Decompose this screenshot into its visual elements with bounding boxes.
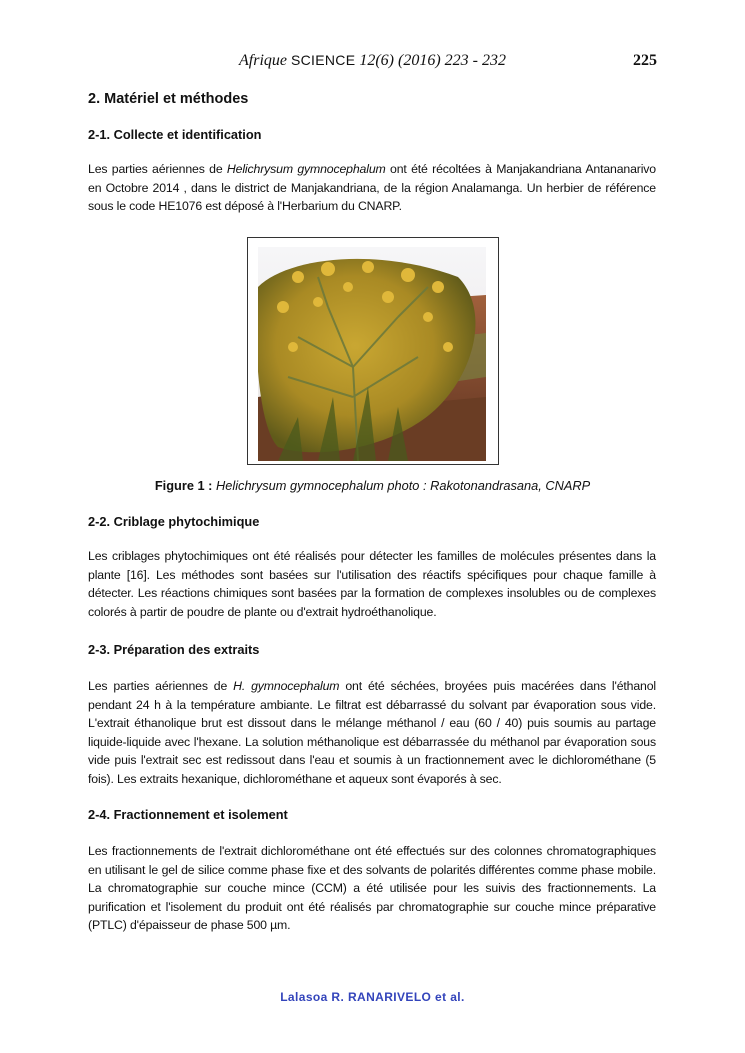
plant-photo [258, 247, 486, 461]
journal-reference: 12(6) (2016) 223 - 232 [359, 52, 506, 69]
species-name: Helichrysum gymnocephalum [226, 162, 386, 176]
paragraph-preparation [88, 677, 656, 788]
subsection-title-collecte: 2-1. Collecte et identification [88, 127, 262, 142]
text-span: ont été récoltées à Manjakandriana Antananarivo en Octobre 2014 , dans le district de Manjakandriana, de la région Analamanga. Un herbier de référence sous le code HE1076 est déposé à l'Herbarium du CNARP. [88, 162, 656, 213]
page-number: 225 [633, 52, 657, 69]
species-name: H. gymnocephalum [233, 679, 340, 693]
journal-name: Afrique [239, 52, 287, 69]
figure-caption [0, 478, 745, 493]
section-title: 2. Matériel et méthodes [88, 91, 249, 107]
subsection-title-fractionnement: 2-4. Fractionnement et isolement [88, 807, 288, 822]
text-span: ont été séchées, broyées puis macérées dans l'éthanol pendant 24 h à la température ambiante. Le filtrat est débarrassé du solvant par évaporation sous vide. L'extrait éthanolique brut est dissout dans le mélange méthanol / eau (60 / 40) puis soumis au partage liquide-liquide avec l'hexane. La solution méthanolique est débarrassée du méthanol par évaporation sous vide puis l'extrait sec est redissout dans l'eau et soumis à un fractionnement avec le dichlorométhane (5 fois). Les extraits hexanique, dichlorométhane et aqueux sont évaporés à sec. [88, 679, 657, 786]
figure-label: Figure 1 : [154, 478, 213, 493]
running-header [0, 52, 745, 74]
paragraph-fractionnement: Les fractionnements de l'extrait dichlorométhane ont été effectués sur des colonnes chromatographiques en utilisant le gel de silice comme phase fixe et des solvants de polarités différentes comme phase mobile. La chromatographie sur couche mince (CCM) a été utilisée pour les suivis des fractionnements. La purification et l'isolement du produit ont été réalisés par chromatographie sur couche mince préparative (PTLC) d'épaisseur de phase 500 µm. [88, 844, 656, 932]
footer-authors: Lalasoa R. RANARIVELO et al. [280, 990, 465, 1004]
figure-frame [247, 237, 499, 465]
subsection-title-criblage: 2-2. Criblage phytochimique [88, 514, 260, 529]
journal-name-science: SCIENCE [291, 52, 356, 68]
text-span: Les parties aériennes de [88, 679, 234, 693]
text-span: Les parties aériennes de [88, 162, 227, 176]
subsection-title-preparation: 2-3. Préparation des extraits [88, 642, 260, 657]
paragraph-criblage: Les criblages phytochimiques ont été réalisés pour détecter les familles de molécules présentes dans la plante [16]. Les méthodes sont basées sur l'utilisation des réactifs spécifiques pour chaque famille à détecter. Les réactions chimiques sont basées par la formation de complexes insolubles ou de complexes colorés à partir de poudre de plante ou d'extrait hydroéthanolique. [88, 549, 656, 619]
paragraph-collecte [88, 160, 656, 216]
figure-caption-text: Helichrysum gymnocephalum photo : Rakotonandrasana, CNARP [216, 478, 591, 493]
